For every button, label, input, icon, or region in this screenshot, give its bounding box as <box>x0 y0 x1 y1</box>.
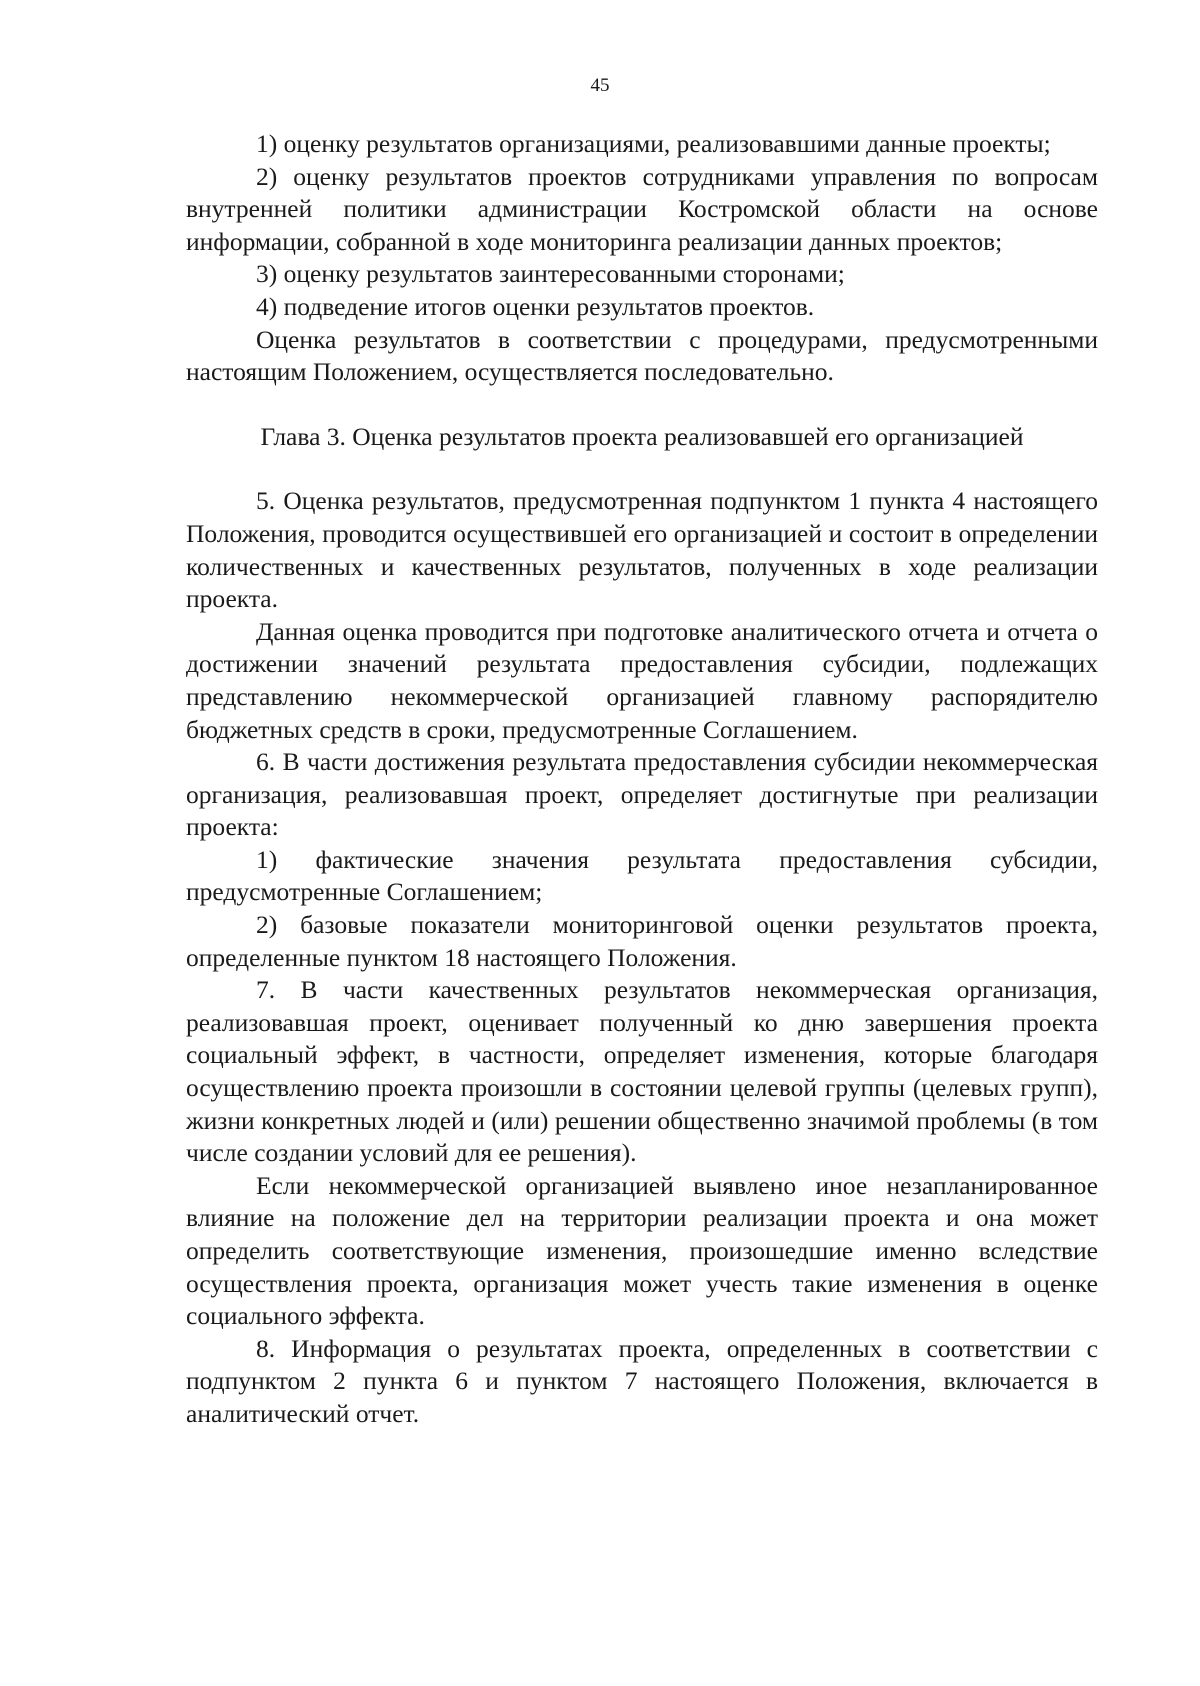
paragraph: 5. Оценка результатов, предусмотренная подпунктом 1 пункта 4 настоящего Положения, проводится осуществившей его организацией и состоит в определении количественных и качественных результатов, полученных в ходе реализации проекта. <box>186 486 1098 614</box>
paragraph: 2) оценку результатов проектов сотрудниками управления по вопросам внутренней политики администрации Костромской области на основе информации, собранной в ходе мониторинга реализации данных проектов; <box>186 161 1098 256</box>
paragraph: 8. Информация о результатах проекта, определенных в соответствии с подпунктом 2 пункта 6 и пунктом 7 настоящего Положения, включается в аналитический отчет. <box>186 1333 1098 1428</box>
paragraph: 7. В части качественных результатов некоммерческая организация, реализовавшая проект, оценивает полученный ко дню завершения проекта социальный эффект, в частности, определяет изменения, которые благодаря осуществлению проекта произошли в состоянии целевой группы (целевых групп), жизни конкретных людей и (или) решении общественно значимой проблемы (в том числе создании условий для ее решения). <box>186 975 1098 1168</box>
paragraph: Данная оценка проводится при подготовке аналитического отчета и отчета о достижении значений результата предоставления субсидии, подлежащих представлению некоммерческой организацией главному распорядителю бюджетных средств в сроки, предусмотренные Соглашением. <box>186 616 1098 744</box>
paragraph: 1) оценку результатов организациями, реализовавшими данные проекты; <box>256 129 1051 158</box>
chapter-heading: Глава 3. Оценка результатов проекта реализовавшей его организацией <box>260 421 1024 451</box>
page-number: 45 <box>590 75 610 96</box>
document-body <box>186 128 1098 1431</box>
paragraph: 3) оценку результатов заинтересованными сторонами; <box>256 259 845 289</box>
paragraph: 2) базовые показатели мониторинговой оценки результатов проекта, определенные пунктом 18 настоящего Положения. <box>186 910 1098 972</box>
paragraph: Если некоммерческой организацией выявлено иное незапланированное влияние на положение дел на территории реализации проекта и она может определить соответствующие изменения, произошедшие именно вследствие осуществления проекта, организация может учесть такие изменения в оценке социального эффекта. <box>186 1170 1098 1331</box>
paragraph: 4) подведение итогов оценки результатов проектов. <box>256 291 815 321</box>
paragraph: 6. В части достижения результата предоставления субсидии некоммерческая организация, реализовавшая проект, определяет достигнутые при реализации проекта: <box>186 747 1098 842</box>
paragraph: 1) фактические значения результата предоставления субсидии, предусмотренные Соглашением; <box>186 844 1098 907</box>
paragraph: Оценка результатов в соответствии с процедурами, предусмотренными настоящим Положением, осуществляется последовательно. <box>186 324 1098 387</box>
